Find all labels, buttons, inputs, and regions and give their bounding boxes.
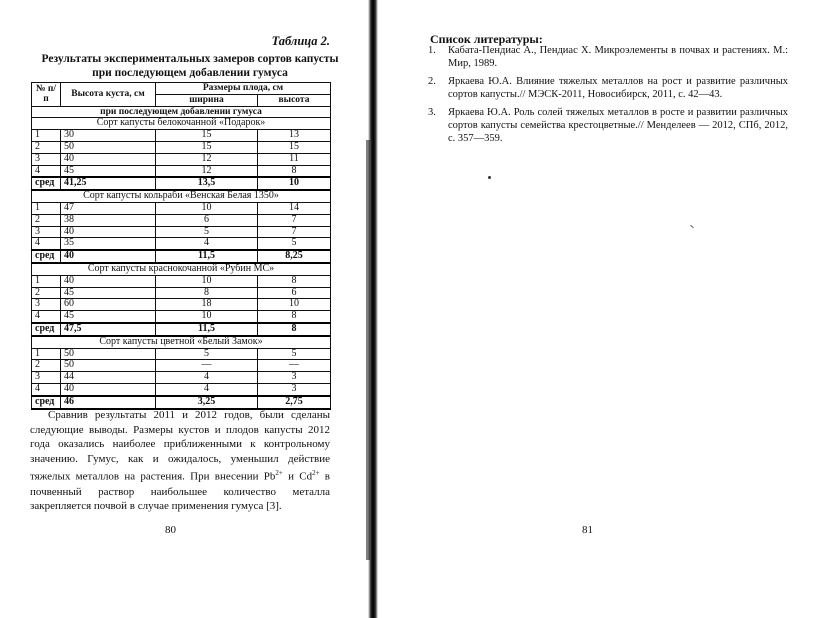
average-cell: 13,5 [156,177,258,190]
header-width: ширина [156,94,258,106]
spine-shadow [366,140,370,560]
references-title: Список литературы: [430,32,543,46]
reference-text: Кабата-Пендиас А., Пендиас Х. Микроэлементы в почвах и растениях. М.: Мир, 1989. [448,45,788,69]
table-cell: 8 [258,275,331,287]
table-cell: 4 [156,383,258,395]
table-row [32,311,331,323]
table-cell: 40 [61,275,156,287]
header-height: высота [258,94,331,106]
table-cell: 2 [32,141,61,153]
table-cell: 10 [156,202,258,214]
reference-number: 2. [428,76,436,87]
variety-title: Сорт капусты белокочанной «Подарок» [32,118,331,130]
conclusion-paragraph [30,408,330,514]
table-cell: 47 [61,202,156,214]
table-cell: 1 [32,275,61,287]
speck [690,225,694,228]
header-bush-height: Высота куста, см [61,83,156,107]
table-cell: 1 [32,130,61,142]
table-cell: 3 [32,226,61,238]
average-cell: 3,25 [156,396,258,409]
average-cell: 40 [61,250,156,263]
table-cell: 8 [258,311,331,323]
reference-text: Яркаева Ю.А. Влияние тяжелых металлов на рост и развитие различных сортов капусты.// МЭСК-2011, Новосибирск, 2011, с. 42—43. [448,76,788,100]
table-cell: 4 [32,165,61,177]
table-caption: Таблица 2. [271,34,330,48]
table-cell: 5 [258,348,331,360]
table-cell: 3 [32,299,61,311]
table-cell: 3 [32,153,61,165]
table-cell: 1 [32,202,61,214]
table-cell: 14 [258,202,331,214]
table-cell: 8 [258,165,331,177]
average-cell: 2,75 [258,396,331,409]
table-cell: 50 [61,360,156,372]
variety-title: Сорт капусты кольраби «Венская Белая 1350» [32,190,331,202]
reference-number: 3. [428,107,436,118]
table-cell: 15 [156,130,258,142]
right-page [382,0,816,618]
table-cell: 6 [156,214,258,226]
average-cell: 8,25 [258,250,331,263]
table-row [32,214,331,226]
average-row [32,250,331,263]
table-cell: 4 [156,238,258,250]
table-cell: 44 [61,372,156,384]
table-cell: 1 [32,348,61,360]
table-cell: 3 [258,372,331,384]
table-row [32,202,331,214]
reference-number: 1. [428,45,436,56]
header-treatment: при последующем добавлении гумуса [32,106,331,118]
table-cell: 5 [258,238,331,250]
table-row [32,238,331,250]
table-cell: 45 [61,287,156,299]
page-number-left: 80 [165,524,176,536]
average-cell: 8 [258,323,331,336]
table-cell: 7 [258,226,331,238]
speck [488,176,491,179]
table-cell: 4 [156,372,258,384]
conclusion-text: Сравнив результаты 2011 и 2012 годов, были сделаны следующие выводы. Размеры кустов и плодов капусты 2012 года оказались наиболее приближенными к контрольному значению. Гумус, как и ожидалось, уменьшил действие тяжелых металлов на растения. При внесении $Pb^{2+}$ и $Cd^{2+}$ в почвенный раствор наибольшее количество металла закрепляется почвой в случае применения гумуса [3]. [30,409,330,513]
average-cell: сред [32,396,61,409]
table-cell: 15 [156,141,258,153]
average-cell: 46 [61,396,156,409]
table-row [32,130,331,142]
table-row [32,372,331,384]
table-cell: 3 [258,383,331,395]
average-cell: 11,5 [156,250,258,263]
table-cell: 45 [61,311,156,323]
average-cell: 11,5 [156,323,258,336]
table-cell: 4 [32,238,61,250]
table-cell: — [258,360,331,372]
table-cell: 60 [61,299,156,311]
table-cell: 40 [61,226,156,238]
table-row [32,360,331,372]
table-title [30,52,350,80]
table-row [32,226,331,238]
table-cell: 45 [61,165,156,177]
table-cell: 6 [258,287,331,299]
average-cell: сред [32,177,61,190]
page-number-right: 81 [582,524,593,536]
table-row [32,299,331,311]
table-cell: — [156,360,258,372]
reference-item [428,75,788,101]
table-cell: 50 [61,141,156,153]
table-cell: 15 [258,141,331,153]
average-row [32,323,331,336]
table-cell: 35 [61,238,156,250]
table-cell: 40 [61,383,156,395]
table-cell: 2 [32,360,61,372]
table-cell: 13 [258,130,331,142]
header-num: № п/п [32,83,61,107]
average-row [32,177,331,190]
table-row [32,348,331,360]
table-cell: 50 [61,348,156,360]
table-row [32,275,331,287]
results-table [31,82,331,410]
table-cell: 18 [156,299,258,311]
table-cell: 38 [61,214,156,226]
variety-title: Сорт капусты цветной «Белый Замок» [32,336,331,348]
table-cell: 8 [156,287,258,299]
table-row [32,165,331,177]
table-cell: 5 [156,348,258,360]
table-cell: 3 [32,372,61,384]
average-cell: сред [32,323,61,336]
table-cell: 12 [156,153,258,165]
table-cell: 7 [258,214,331,226]
table-cell: 10 [156,275,258,287]
table-title-line2: при последующем добавлении гумуса [92,67,288,79]
average-cell: 41,25 [61,177,156,190]
table-cell: 10 [156,311,258,323]
table-cell: 11 [258,153,331,165]
reference-item [428,106,788,145]
reference-text: Яркаева Ю.А. Роль солей тяжелых металлов в росте и развитии различных сортов капусты семейства крестоцветные.// Менделеев — 2012, СПб, 2012, с. 357—359. [448,107,788,144]
table-row [32,383,331,395]
header-fruit-size: Размеры плода, см [156,83,331,95]
average-cell: 10 [258,177,331,190]
table-cell: 30 [61,130,156,142]
table-cell: 4 [32,311,61,323]
table-cell: 2 [32,287,61,299]
table-cell: 12 [156,165,258,177]
references-list [428,44,788,150]
table-cell: 2 [32,214,61,226]
table-row [32,141,331,153]
variety-title: Сорт капусты краснокочанной «Рубин МС» [32,263,331,275]
table-row [32,287,331,299]
average-cell: 47,5 [61,323,156,336]
table-cell: 5 [156,226,258,238]
table-cell: 4 [32,383,61,395]
average-cell: сред [32,250,61,263]
table-cell: 40 [61,153,156,165]
table-row [32,153,331,165]
table-cell: 10 [258,299,331,311]
left-page [0,0,370,618]
average-row [32,396,331,409]
table-title-line1: Результаты экспериментальных замеров сортов капусты [41,53,339,65]
reference-item [428,44,788,70]
